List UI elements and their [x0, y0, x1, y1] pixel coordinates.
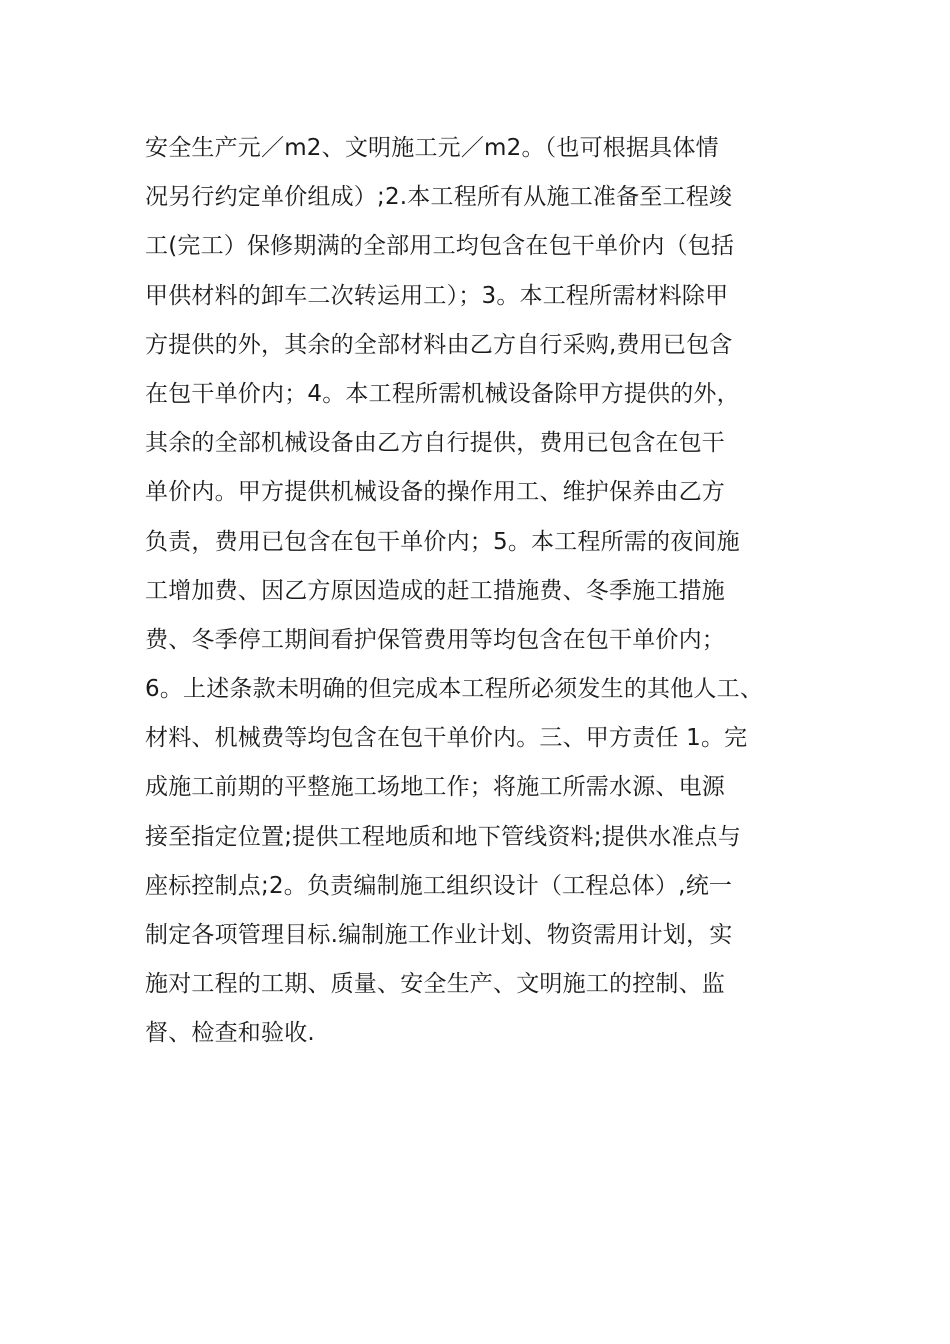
text-line: 负责，费用已包含在包干单价内；5。本工程所需的夜间施 — [145, 528, 740, 555]
text-line: 安全生产元／m2、文明施工元／m2。（也可根据具体情 — [145, 135, 719, 161]
text-line: 工增加费、因乙方原因造成的赶工措施费、冬季施工措施 — [145, 577, 725, 604]
text-line: 工(完工）保修期满的全部用工均包含在包干单价内（包括 — [145, 233, 735, 260]
text-line: 甲供材料的卸车二次转运用工）；3。本工程所需材料除甲 — [145, 282, 729, 309]
text-line: 6。上述条款未明确的但完成本工程所必须发生的其他人工、 — [145, 676, 764, 703]
text-line: 在包干单价内；4。本工程所需机械设备除甲方提供的外， — [145, 380, 740, 407]
text-line: 督、检查和验收. — [145, 1020, 315, 1047]
text-line: 其余的全部机械设备由乙方自行提供，费用已包含在包干 — [145, 430, 725, 457]
text-line: 况另行约定单价组成）;2.本工程所有从施工准备至工程竣 — [145, 184, 733, 211]
text-line: 材料、机械费等均包含在包干单价内。三、甲方责任 1。完 — [145, 725, 748, 752]
text-line: 施对工程的工期、质量、安全生产、文明施工的控制、监 — [145, 971, 725, 998]
text-line: 座标控制点;2。负责编制施工组织设计（工程总体）,统一 — [145, 872, 733, 899]
text-line: 方提供的外，其余的全部材料由乙方自行采购,费用已包含 — [145, 331, 733, 358]
text-line: 制定各项管理目标.编制施工作业计划、物资需用计划，实 — [145, 922, 733, 948]
text-line: 成施工前期的平整施工场地工作；将施工所需水源、电源 — [145, 774, 725, 801]
text-line: 费、冬季停工期间看护保管费用等均包含在包干单价内； — [145, 626, 725, 653]
text-line: 单价内。甲方提供机械设备的操作用工、维护保养由乙方 — [145, 479, 725, 506]
body-paragraph — [145, 124, 835, 1059]
text-line: 接至指定位置;提供工程地质和地下管线资料;提供水准点与 — [145, 823, 741, 850]
